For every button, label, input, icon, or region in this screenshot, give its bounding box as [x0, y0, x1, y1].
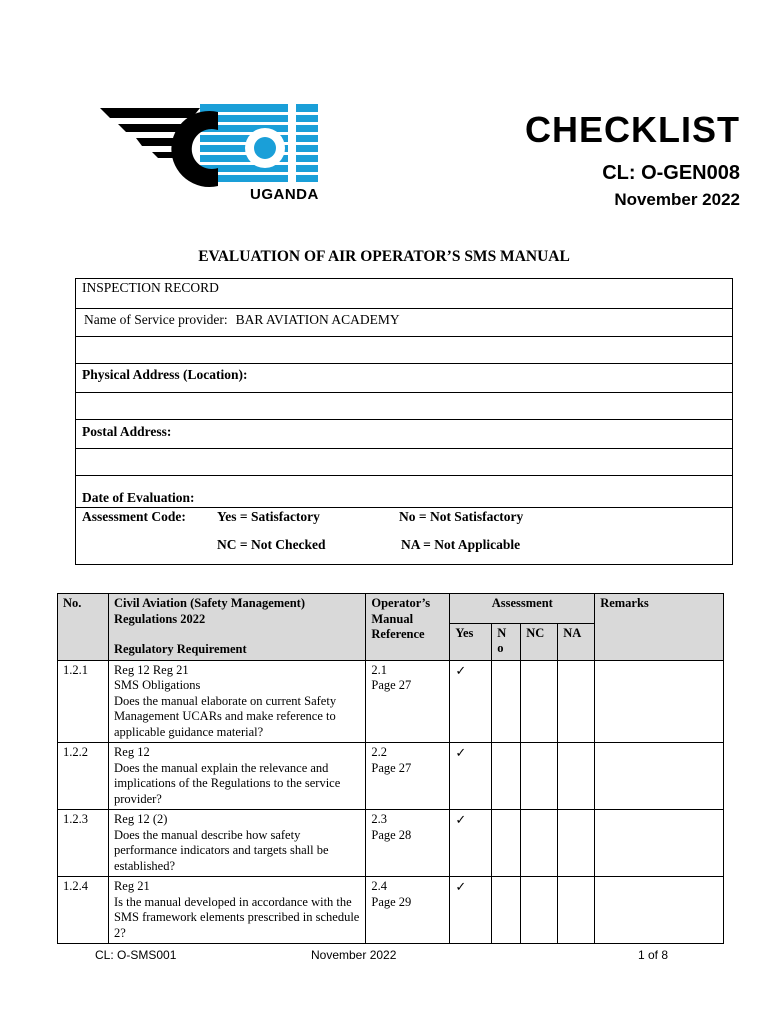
row-ref-section: 2.1 [371, 662, 387, 677]
caa-uganda-logo [100, 100, 330, 210]
row-ref-page: Page 27 [371, 678, 412, 692]
row-nc-cell [521, 810, 558, 877]
row-requirement-line: Is the manual developed in accordance with the SMS framework elements prescribed in schedule 2? [113, 894, 360, 940]
col-header-remarks: Remarks [595, 594, 724, 661]
row-no-cell [492, 810, 521, 877]
code-no: No = Not Satisfactory [399, 509, 524, 524]
row-requirement [108, 660, 365, 743]
row-no-cell [492, 660, 521, 743]
col-header-assessment: Assessment [450, 594, 595, 624]
col-header-nc: NC [521, 623, 558, 660]
row-requirement [108, 877, 365, 944]
col-header-requirement [108, 594, 365, 661]
row-requirement [108, 810, 365, 877]
postal-label: Postal Address: [82, 424, 172, 439]
col-header-no: No. [58, 594, 109, 661]
address-label: Physical Address (Location): [82, 367, 248, 382]
row-regulation: Reg 12 Reg 21 [113, 662, 189, 677]
document-type: CHECKLIST [525, 109, 740, 150]
row-number: 1.2.3 [58, 810, 109, 877]
table-row [58, 743, 724, 810]
row-number: 1.2.4 [58, 877, 109, 944]
row-reference [366, 743, 450, 810]
row-requirement [108, 743, 365, 810]
row-yes-cell: ✓ [450, 660, 492, 743]
inspection-record-heading-row [76, 279, 732, 309]
row-yes-cell: ✓ [450, 877, 492, 944]
row-reference [366, 660, 450, 743]
inspection-record-heading: INSPECTION RECORD [82, 280, 219, 295]
row-ref-section: 2.3 [371, 812, 387, 826]
code-na: NA = Not Applicable [401, 537, 521, 552]
document-code: CL: O-GEN008 [602, 162, 740, 184]
row-regulation: Reg 12 [113, 745, 150, 759]
row-reference [366, 877, 450, 944]
row-number: 1.2.1 [58, 660, 109, 743]
col-header-requirement-bottom: Regulatory Requirement [113, 642, 247, 656]
row-na-cell [558, 660, 595, 743]
row-requirement-line: Does the manual describe how safety performance indicators and targets shall be established? [113, 827, 329, 873]
inspection-record-box [75, 278, 733, 565]
footer-date: November 2022 [311, 948, 397, 962]
address-row [76, 364, 732, 393]
row-remarks-cell [595, 660, 724, 743]
table-header-row [58, 594, 724, 624]
row-nc-cell [521, 660, 558, 743]
row-number: 1.2.2 [58, 743, 109, 810]
row-na-cell [558, 743, 595, 810]
row-ref-page: Page 29 [371, 894, 412, 909]
code-nc: NC = Not Checked [217, 537, 326, 552]
row-regulation: Reg 21 [113, 879, 150, 893]
document-header [525, 108, 740, 212]
provider-value: BAR AVIATION ACADEMY [235, 312, 400, 327]
row-requirement-line: Does the manual elaborate on current Safety Management UCARs and make reference to applicable guidance material? [113, 693, 337, 739]
col-header-no-assessment: N o [492, 623, 521, 660]
row-yes-cell: ✓ [450, 810, 492, 877]
row-ref-section: 2.4 [371, 879, 387, 893]
col-header-na: NA [558, 623, 595, 660]
row-ref-section: 2.2 [371, 745, 387, 759]
row-requirement-line: SMS Obligations [113, 678, 201, 692]
requirements-table [57, 593, 724, 944]
footer-page-number: 1 of 8 [638, 948, 669, 962]
row-na-cell [558, 810, 595, 877]
col-header-requirement-top: Civil Aviation (Safety Management) Regulations 2022 [113, 596, 306, 626]
footer-code: CL: O-SMS001 [95, 948, 177, 962]
row-no-cell [492, 743, 521, 810]
assessment-code-row [76, 508, 732, 564]
provider-label: Name of Service provider: [84, 312, 228, 327]
row-requirement-line: Does the manual explain the relevance and implications of the Regulations to the service provider? [113, 760, 341, 806]
provider-row [76, 309, 732, 337]
address-blank-row [76, 393, 732, 420]
col-header-yes: Yes [450, 623, 492, 660]
table-row [58, 660, 724, 743]
row-na-cell [558, 877, 595, 944]
provider-blank-row [76, 337, 732, 364]
assessment-code-label: Assessment Code: [82, 509, 186, 524]
date-row [76, 476, 732, 508]
document-title: EVALUATION OF AIR OPERATOR’S SMS MANUAL [198, 248, 570, 265]
row-no-cell [492, 877, 521, 944]
postal-blank-row [76, 449, 732, 476]
assessment-code-line-2 [82, 537, 520, 553]
document-date: November 2022 [614, 190, 740, 209]
row-ref-page: Page 27 [371, 760, 412, 775]
row-yes-cell: ✓ [450, 743, 492, 810]
row-nc-cell [521, 877, 558, 944]
row-remarks-cell [595, 810, 724, 877]
date-label: Date of Evaluation: [82, 490, 195, 505]
col-header-reference: Operator’s Manual Reference [366, 594, 450, 661]
row-remarks-cell [595, 743, 724, 810]
row-reference [366, 810, 450, 877]
row-nc-cell [521, 743, 558, 810]
row-regulation: Reg 12 (2) [113, 812, 168, 826]
postal-row [76, 420, 732, 449]
logo-text: UGANDA [250, 186, 319, 203]
table-row [58, 810, 724, 877]
row-remarks-cell [595, 877, 724, 944]
code-yes: Yes = Satisfactory [217, 509, 320, 524]
table-row [58, 877, 724, 944]
row-ref-page: Page 28 [371, 827, 412, 842]
assessment-code-line-1 [82, 509, 523, 525]
